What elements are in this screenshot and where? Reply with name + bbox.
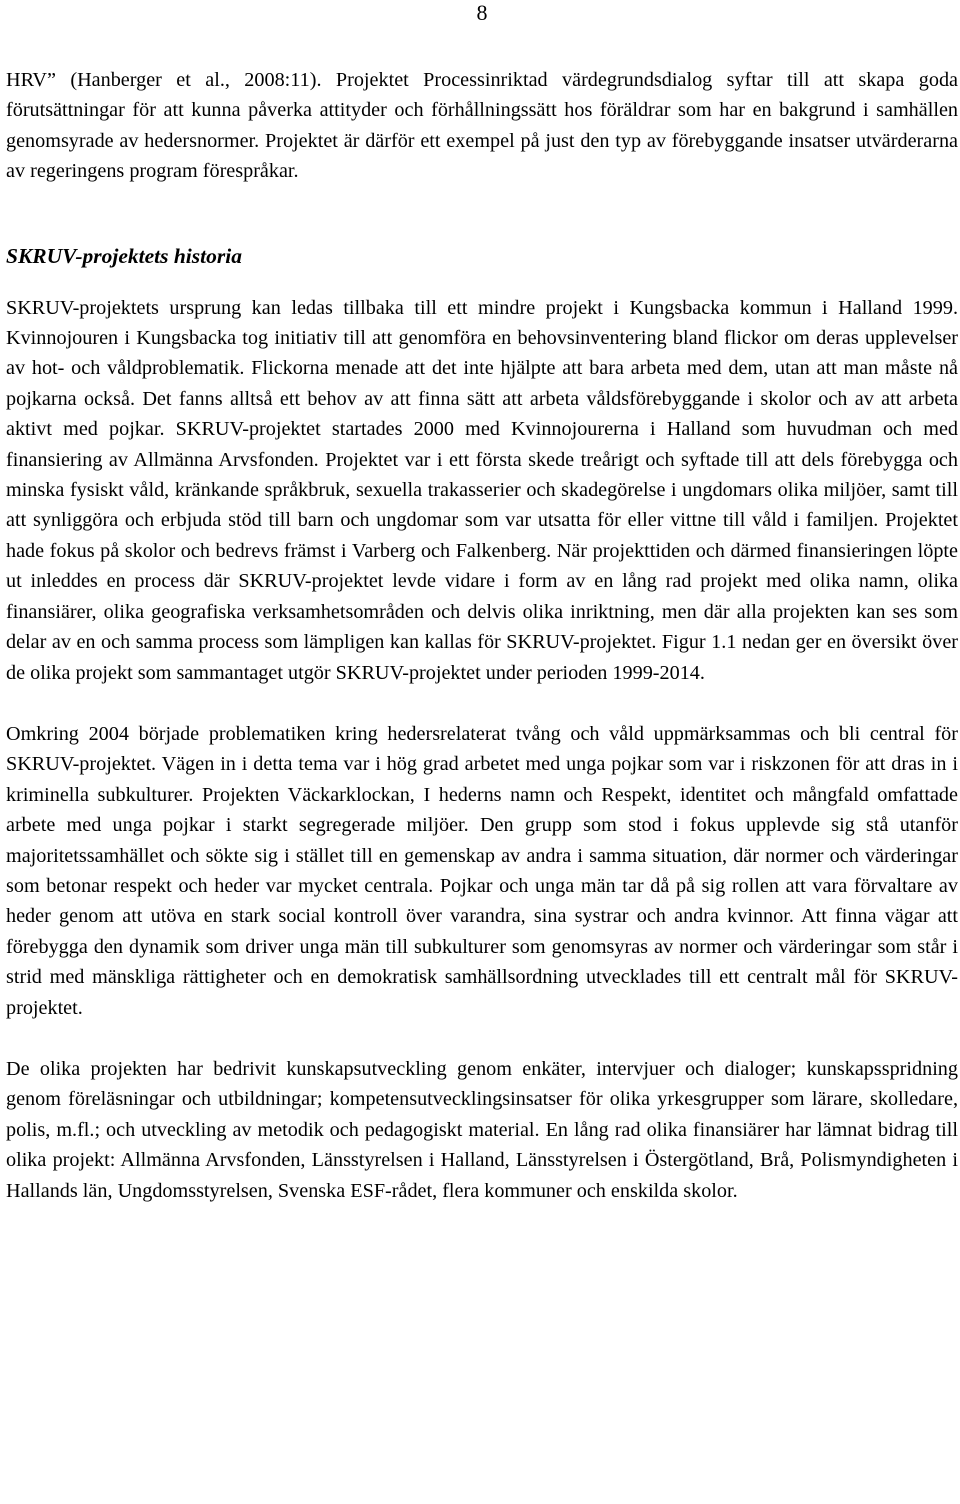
section-heading-history: SKRUV-projektets historia [6,243,242,268]
knowledge-paragraph: De olika projekten har bedrivit kunskapsutveckling genom enkäter, intervjuer och dialoger; kunskapsspridning genom föreläsningar och utbildningar; kompetensutvecklingsinsatser för olika yrkesgrupper som lärare, skolledare, polis, m.fl.; och utveckling av metodik och pedagogiskt material. En lång rad olika finansiärer har lämnat bidrag till olika projekt: Allmänna Arvsfonden, Länsstyrelsen i Halland, Länsstyrelsen i Östergötland, Brå, Polismyndigheten i Hallands län, Ungdomsstyrelsen, Svenska ESF-rådet, flera kommuner och enskilda skolor. [6,1057,958,1202]
page-number: 8 [476,0,488,25]
history-paragraph: SKRUV-projektets ursprung kan ledas tillbaka till ett mindre projekt i Kungsbacka kommun i Halland 1999. Kvinnojouren i Kungsbacka tog initiativ till att genomföra en behovsinventering bland flickor om deras upplevelser av hot- och våldproblematik. Flickorna menade att det inte hjälpte att bara arbeta med dem, utan att man måste nå pojkarna också. Det fanns alltså ett behov av att finna sätt att arbeta våldsförebyggande i skolor och av att arbeta aktivt med pojkar. SKRUV-projektet startades 2000 med Kvinnojourerna i Halland som huvudman och med finansiering av Allmänna Arvsfonden. Projektet var i ett första skede treårigt och syftade till att dels förebygga och minska fysiskt våld, kränkande språkbruk, sexuella trakasserier och skadegörelse i ungdomars olika miljöer, samt till att synliggöra och erbjuda stöd till barn och ungdomar som var utsatta för eller vittne till våld i familjen. Projektet hade fokus på skolor och bedrevs främst i Varberg och Falkenberg. När projekttiden och därmed finansieringen löpte ut inleddes en process där SKRUV-projektet levde vidare i form av en lång rad projekt med olika namn, olika finansiärer, olika geografiska verksamhetsområden och delvis olika inriktning, men där alla projekten kan ses som delar av en och samma process som lämpligen kan kallas för SKRUV-projektet. Figur 1.1 nedan ger en översikt över de olika projekt som sammantaget utgör SKRUV-projektet under perioden 1999-2014. [6,296,958,684]
intro-paragraph: HRV” (Hanberger et al., 2008:11). Projektet Processinriktad värdegrundsdialog syftar till att skapa goda förutsättningar för att kunna påverka attityder och förhållningssätt hos föräldrar som har en bakgrund i samhällen genomsyrade av hedersnormer. Projektet är därför ett exempel på just den typ av förebyggande insatser utvärderarna av regeringens program förespråkar. [6,69,958,183]
document-body [6,65,958,1206]
honor-paragraph: Omkring 2004 började problematiken kring hedersrelaterat tvång och våld uppmärksammas och bli central för SKRUV-projektet. Vägen in i detta tema var i hög grad arbetet med unga pojkar som var i riskzonen för att dras in i kriminella subkulturer. Projekten Väckarklockan, I hederns namn och Respekt, identitet och mångfald omfattade arbete med unga pojkar i starkt segregerade miljöer. Den grupp som stod i fokus upplevde sig stå utanför majoritetssamhället och sökte sig i stället till en gemenskap av andra i samma situation, där normer och värderingar som betonar respekt och heder var mycket centrala. Pojkar och unga män tar då på sig rollen att vara förvaltare av heder genom att utöva en stark social kontroll över varandra, sina systrar och andra kvinnor. Att finna vägar att förebygga den dynamik som driver unga män till subkulturer som genomsyras av normer och värderingar som står i strid med mänskliga rättigheter och en demokratisk samhällsordning utvecklades till ett centralt mål för SKRUV-projektet. [6,722,958,1019]
